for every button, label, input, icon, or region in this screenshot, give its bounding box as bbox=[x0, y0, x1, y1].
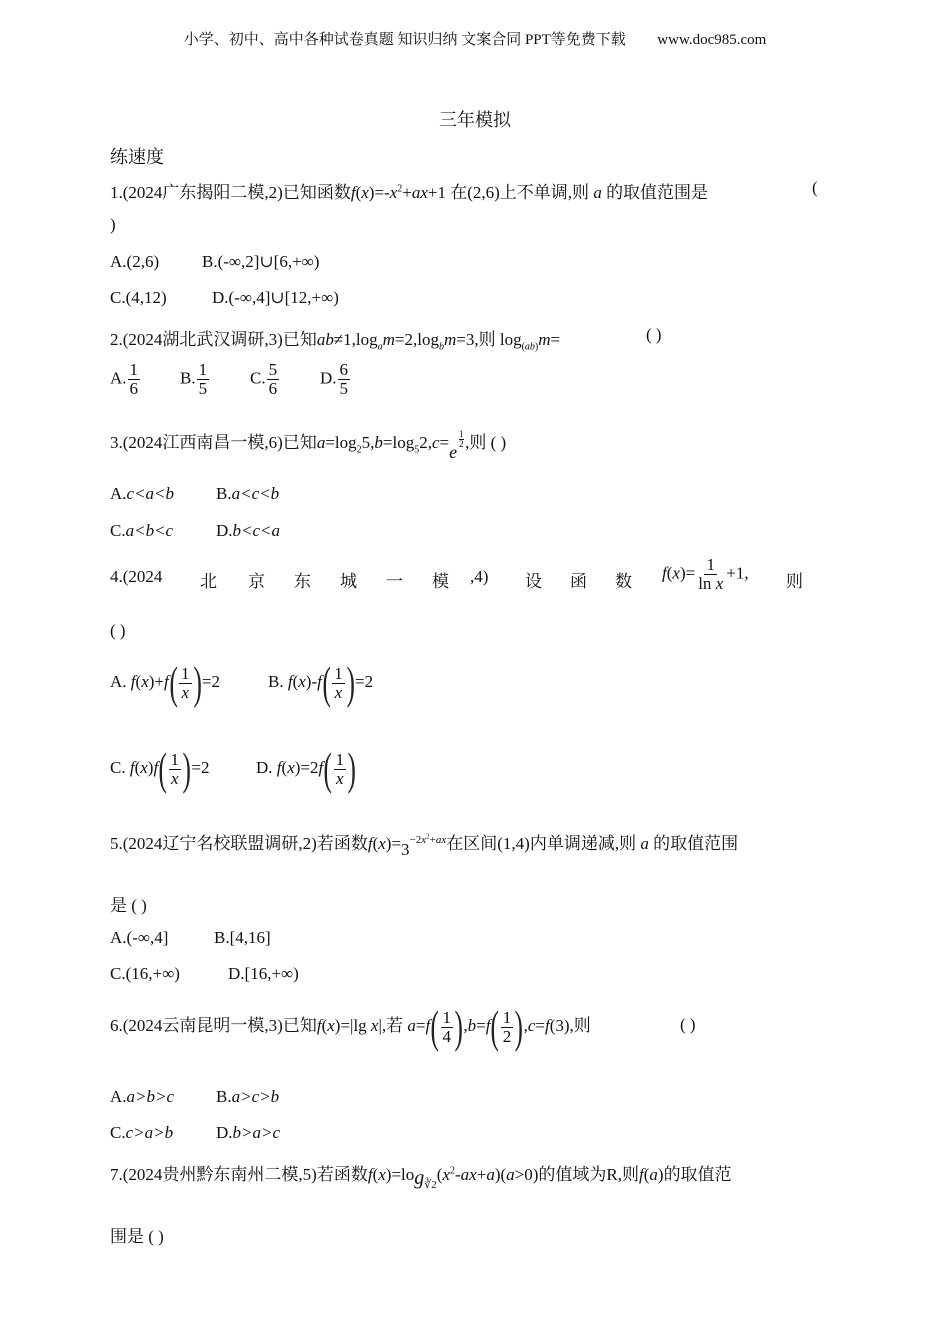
q3-option-b: B.a<c<b bbox=[216, 484, 280, 503]
question-3-stem: 3.(2024江西南昌一模,6)已知$a=\log_25,b=\log_52,c=$ e 1 2 ,则 ( ) bbox=[110, 429, 507, 462]
q1-option-a: A.(2,6) bbox=[110, 252, 160, 271]
q2-option-b: B. $\frac{1}{5}$ bbox=[180, 360, 208, 398]
q3-option-c: C.a<b<c bbox=[110, 521, 174, 540]
q1-option-c: C.(4,12) bbox=[110, 288, 167, 307]
q4-stem-part-3: 京 bbox=[248, 572, 265, 591]
question-5-stem: 5.(2024辽宁名校联盟调研,2)若函数$f(x)=3^{-2x^2+ax}$在区间(1,4)内单调递减,则 a 的取值范围 bbox=[110, 832, 739, 859]
q2-option-c: C. $\frac{5}{6}$ bbox=[250, 360, 278, 398]
q3-option-d: D.b<c<a bbox=[216, 521, 281, 540]
q4-option-d: D. f(x)=2f ( $\frac{1}{x}$ ) bbox=[256, 743, 356, 794]
q4-option-c: C. f(x)f ( $\frac{1}{x}$ ) =2 bbox=[110, 743, 210, 794]
question-1-paren-open: ( bbox=[812, 178, 818, 197]
q4-stem-part-1: 4.(2024 bbox=[110, 567, 163, 586]
q4-stem-part-4: 东 bbox=[294, 572, 311, 591]
q4-stem-part-9: 设 bbox=[525, 572, 542, 591]
question-1-stem: 1.(2024广东揭阳二模,2)已知函数$f(x)=-x^2+ax+1$ 在(2,6)上不单调,则 a 的取值范围是 bbox=[110, 183, 709, 202]
q2-option-d: D. $\frac{6}{5}$ bbox=[320, 360, 349, 398]
page-title: 三年模拟 bbox=[439, 110, 511, 130]
q6-option-a: A.a>b>c bbox=[110, 1087, 175, 1106]
q4-then: 则 bbox=[786, 572, 803, 591]
q4-stem-part-10: 函 bbox=[570, 572, 587, 591]
question-7-line-2: 围是 ( ) bbox=[110, 1227, 164, 1246]
q3-option-a: A.c<a<b bbox=[110, 484, 175, 503]
q5-option-a: A.(-∞,4] bbox=[110, 928, 169, 947]
question-6-blank: ( ) bbox=[680, 1015, 696, 1034]
header-url: www.doc985.com bbox=[657, 32, 767, 48]
q6-option-d: D.b>a>c bbox=[216, 1123, 281, 1142]
header-left-text: 小学、初中、高中各种试卷真题 知识归纳 文案合同 PPT等免费下载 bbox=[183, 32, 626, 48]
q6-option-b: B.a>c>b bbox=[216, 1087, 280, 1106]
q4-stem-part-11: 数 bbox=[615, 572, 632, 591]
q4-stem-part-2: 北 bbox=[200, 572, 217, 591]
q5-option-d: D.[16,+∞) bbox=[228, 964, 299, 983]
q4-option-a: A. f(x)+f ( $\frac{1}{x}$ ) =2 bbox=[110, 657, 220, 708]
q5-option-b: B.[4,16] bbox=[214, 928, 271, 947]
question-5-line-2: 是 ( ) bbox=[110, 896, 147, 915]
question-7-stem: 7.(2024贵州黔东南州二模,5)若函数$f(x)=\log_{∛2}(x^2-ax+a)(a>0)$的值域为R,则f(a)的取值范 bbox=[110, 1165, 732, 1191]
q5-option-c: C.(16,+∞) bbox=[110, 964, 180, 983]
q1-option-b: B.(-∞,2]∪[6,+∞) bbox=[202, 252, 320, 271]
q4-stem-part-8: ,4) bbox=[470, 567, 489, 586]
q4-blank: ( ) bbox=[110, 621, 126, 640]
question-6-stem: 6.(2024云南昆明一模,3)已知f(x)=|lg x|,若 a=f ( $\frac{1}{4}$ ) ,b=f ( $\frac{1}{2}$ ) ,c=f(3),则 bbox=[110, 1001, 591, 1052]
q4-stem-part-6: 一 bbox=[386, 572, 403, 591]
question-2-stem: 2.(2024湖北武汉调研,3)已知$ab\ne 1,\log_am=2,\log_bm=3$,则 $\log_{(ab)}m=$ bbox=[110, 330, 561, 353]
question-1-paren-close: ) bbox=[110, 215, 116, 234]
q4-function-definition: f(x)= $\frac{1}{\text{ln x}}$ +1, bbox=[662, 555, 749, 593]
question-2-blank: ( ) bbox=[646, 325, 662, 344]
q6-option-c: C.c>a>b bbox=[110, 1123, 174, 1142]
q2-option-a: A. $\frac{1}{6}$ bbox=[110, 360, 139, 398]
page-header bbox=[0, 28, 950, 49]
q4-stem-part-7: 模 bbox=[432, 572, 449, 591]
q4-option-b: B. f(x)-f ( $\frac{1}{x}$ ) =2 bbox=[268, 657, 374, 708]
section-heading: 练速度 bbox=[110, 147, 164, 167]
q1-option-d: D.(-∞,4]∪[12,+∞) bbox=[212, 288, 339, 307]
q4-stem-part-5: 城 bbox=[340, 572, 357, 591]
